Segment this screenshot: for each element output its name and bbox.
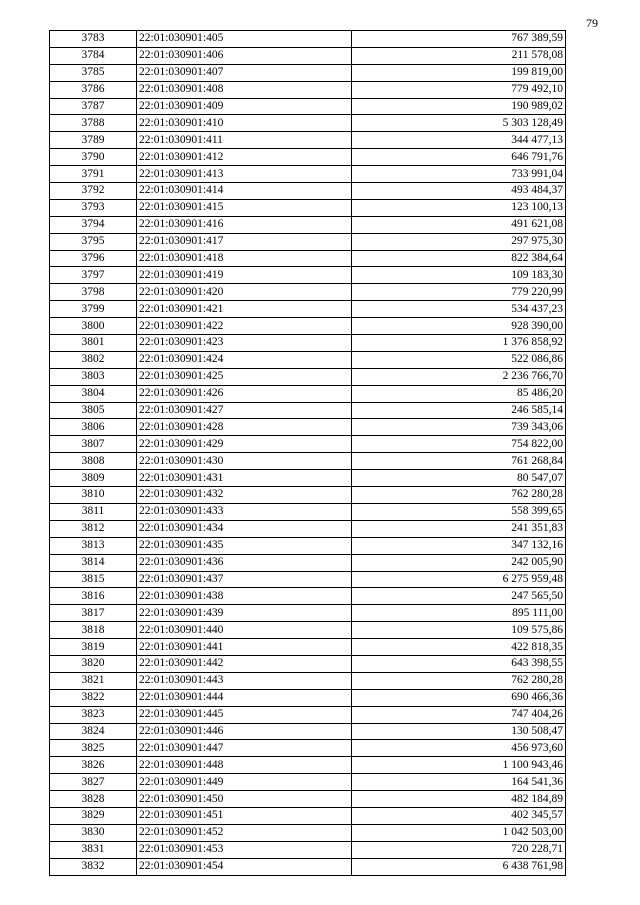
table-row bbox=[50, 605, 566, 622]
row-number-cell: 3813 bbox=[50, 537, 137, 554]
cadastral-number-cell: 22:01:030901:449 bbox=[137, 774, 352, 791]
row-number-cell: 3806 bbox=[50, 419, 137, 436]
row-number-cell: 3790 bbox=[50, 149, 137, 166]
cadastral-number-cell: 22:01:030901:434 bbox=[137, 520, 352, 537]
table-row bbox=[50, 554, 566, 571]
cadastral-number-cell: 22:01:030901:442 bbox=[137, 655, 352, 672]
cadastral-value-cell: 895 111,00 bbox=[352, 605, 566, 622]
row-number-cell: 3799 bbox=[50, 301, 137, 318]
row-number-cell: 3794 bbox=[50, 216, 137, 233]
cadastral-number-cell: 22:01:030901:410 bbox=[137, 115, 352, 132]
cadastral-value-cell: 190 989,02 bbox=[352, 98, 566, 115]
cadastral-value-cell: 347 132,16 bbox=[352, 537, 566, 554]
row-number-cell: 3785 bbox=[50, 64, 137, 81]
cadastral-value-cell: 344 477,13 bbox=[352, 132, 566, 149]
cadastral-value-cell: 85 486,20 bbox=[352, 385, 566, 402]
cadastral-number-cell: 22:01:030901:420 bbox=[137, 284, 352, 301]
row-number-cell: 3791 bbox=[50, 166, 137, 183]
table-body bbox=[50, 31, 566, 876]
cadastral-number-cell: 22:01:030901:421 bbox=[137, 301, 352, 318]
table-row bbox=[50, 183, 566, 200]
cadastral-value-cell: 739 343,06 bbox=[352, 419, 566, 436]
cadastral-number-cell: 22:01:030901:441 bbox=[137, 639, 352, 656]
table-row bbox=[50, 807, 566, 824]
table-row bbox=[50, 588, 566, 605]
row-number-cell: 3792 bbox=[50, 183, 137, 200]
cadastral-value-cell: 109 575,86 bbox=[352, 622, 566, 639]
cadastral-value-cell: 754 822,00 bbox=[352, 436, 566, 453]
cadastral-value-cell: 928 390,00 bbox=[352, 318, 566, 335]
table-row bbox=[50, 723, 566, 740]
cadastral-number-cell: 22:01:030901:427 bbox=[137, 402, 352, 419]
cadastral-value-cell: 402 345,57 bbox=[352, 807, 566, 824]
table-row bbox=[50, 740, 566, 757]
cadastral-number-cell: 22:01:030901:413 bbox=[137, 166, 352, 183]
cadastral-number-cell: 22:01:030901:454 bbox=[137, 858, 352, 875]
cadastral-value-cell: 80 547,07 bbox=[352, 470, 566, 487]
table-row bbox=[50, 436, 566, 453]
cadastral-value-cell: 211 578,08 bbox=[352, 47, 566, 64]
cadastral-value-cell: 247 565,50 bbox=[352, 588, 566, 605]
table-row bbox=[50, 706, 566, 723]
table-row bbox=[50, 335, 566, 352]
table-row bbox=[50, 351, 566, 368]
row-number-cell: 3801 bbox=[50, 335, 137, 352]
table-row bbox=[50, 64, 566, 81]
table-row bbox=[50, 470, 566, 487]
cadastral-number-cell: 22:01:030901:417 bbox=[137, 233, 352, 250]
row-number-cell: 3805 bbox=[50, 402, 137, 419]
cadastral-number-cell: 22:01:030901:448 bbox=[137, 757, 352, 774]
cadastral-value-cell: 1 376 858,92 bbox=[352, 335, 566, 352]
table-row bbox=[50, 858, 566, 875]
cadastral-value-cell: 482 184,89 bbox=[352, 791, 566, 808]
row-number-cell: 3825 bbox=[50, 740, 137, 757]
cadastral-number-cell: 22:01:030901:433 bbox=[137, 503, 352, 520]
table-row bbox=[50, 639, 566, 656]
cadastral-number-cell: 22:01:030901:435 bbox=[137, 537, 352, 554]
cadastral-number-cell: 22:01:030901:453 bbox=[137, 841, 352, 858]
cadastral-value-cell: 246 585,14 bbox=[352, 402, 566, 419]
table-row bbox=[50, 453, 566, 470]
cadastral-number-cell: 22:01:030901:451 bbox=[137, 807, 352, 824]
table-row bbox=[50, 115, 566, 132]
table-row bbox=[50, 149, 566, 166]
cadastral-number-cell: 22:01:030901:424 bbox=[137, 351, 352, 368]
row-number-cell: 3818 bbox=[50, 622, 137, 639]
cadastral-number-cell: 22:01:030901:426 bbox=[137, 385, 352, 402]
table-row bbox=[50, 402, 566, 419]
cadastral-value-cell: 747 404,26 bbox=[352, 706, 566, 723]
row-number-cell: 3815 bbox=[50, 571, 137, 588]
table-row bbox=[50, 757, 566, 774]
table-row bbox=[50, 520, 566, 537]
cadastral-value-cell: 1 042 503,00 bbox=[352, 824, 566, 841]
cadastral-number-cell: 22:01:030901:431 bbox=[137, 470, 352, 487]
cadastral-value-cell: 779 492,10 bbox=[352, 81, 566, 98]
row-number-cell: 3824 bbox=[50, 723, 137, 740]
cadastral-value-cell: 534 437,23 bbox=[352, 301, 566, 318]
cadastral-value-cell: 690 466,36 bbox=[352, 689, 566, 706]
table-row bbox=[50, 689, 566, 706]
cadastral-number-cell: 22:01:030901:423 bbox=[137, 335, 352, 352]
table-row bbox=[50, 199, 566, 216]
cadastral-value-cell: 767 389,59 bbox=[352, 31, 566, 48]
cadastral-number-cell: 22:01:030901:438 bbox=[137, 588, 352, 605]
table-row bbox=[50, 267, 566, 284]
table-row bbox=[50, 318, 566, 335]
table-row bbox=[50, 824, 566, 841]
cadastral-value-cell: 491 621,08 bbox=[352, 216, 566, 233]
cadastral-number-cell: 22:01:030901:452 bbox=[137, 824, 352, 841]
row-number-cell: 3832 bbox=[50, 858, 137, 875]
row-number-cell: 3800 bbox=[50, 318, 137, 335]
cadastral-number-cell: 22:01:030901:419 bbox=[137, 267, 352, 284]
table-row bbox=[50, 487, 566, 504]
row-number-cell: 3788 bbox=[50, 115, 137, 132]
cadastral-value-cell: 456 973,60 bbox=[352, 740, 566, 757]
table-row bbox=[50, 774, 566, 791]
row-number-cell: 3787 bbox=[50, 98, 137, 115]
cadastral-number-cell: 22:01:030901:440 bbox=[137, 622, 352, 639]
table-row bbox=[50, 841, 566, 858]
cadastral-value-cell: 643 398,55 bbox=[352, 655, 566, 672]
cadastral-number-cell: 22:01:030901:425 bbox=[137, 368, 352, 385]
row-number-cell: 3826 bbox=[50, 757, 137, 774]
row-number-cell: 3804 bbox=[50, 385, 137, 402]
cadastral-value-cell: 199 819,00 bbox=[352, 64, 566, 81]
row-number-cell: 3798 bbox=[50, 284, 137, 301]
cadastral-value-cell: 109 183,30 bbox=[352, 267, 566, 284]
cadastral-value-cell: 5 303 128,49 bbox=[352, 115, 566, 132]
table-row bbox=[50, 419, 566, 436]
cadastral-number-cell: 22:01:030901:415 bbox=[137, 199, 352, 216]
cadastral-number-cell: 22:01:030901:428 bbox=[137, 419, 352, 436]
cadastral-value-cell: 241 351,83 bbox=[352, 520, 566, 537]
table-row bbox=[50, 250, 566, 267]
cadastral-number-cell: 22:01:030901:407 bbox=[137, 64, 352, 81]
table-row bbox=[50, 571, 566, 588]
cadastral-number-cell: 22:01:030901:414 bbox=[137, 183, 352, 200]
row-number-cell: 3810 bbox=[50, 487, 137, 504]
cadastral-number-cell: 22:01:030901:446 bbox=[137, 723, 352, 740]
row-number-cell: 3795 bbox=[50, 233, 137, 250]
row-number-cell: 3809 bbox=[50, 470, 137, 487]
cadastral-value-cell: 779 220,99 bbox=[352, 284, 566, 301]
table-row bbox=[50, 81, 566, 98]
row-number-cell: 3817 bbox=[50, 605, 137, 622]
cadastral-number-cell: 22:01:030901:430 bbox=[137, 453, 352, 470]
table-row bbox=[50, 503, 566, 520]
cadastral-number-cell: 22:01:030901:411 bbox=[137, 132, 352, 149]
table-row bbox=[50, 672, 566, 689]
table-row bbox=[50, 368, 566, 385]
row-number-cell: 3786 bbox=[50, 81, 137, 98]
cadastral-number-cell: 22:01:030901:439 bbox=[137, 605, 352, 622]
cadastral-value-cell: 2 236 766,70 bbox=[352, 368, 566, 385]
cadastral-value-cell: 761 268,84 bbox=[352, 453, 566, 470]
cadastral-value-cell: 646 791,76 bbox=[352, 149, 566, 166]
cadastral-number-cell: 22:01:030901:432 bbox=[137, 487, 352, 504]
table-row bbox=[50, 31, 566, 48]
cadastral-number-cell: 22:01:030901:405 bbox=[137, 31, 352, 48]
row-number-cell: 3784 bbox=[50, 47, 137, 64]
cadastral-value-cell: 164 541,36 bbox=[352, 774, 566, 791]
table-row bbox=[50, 301, 566, 318]
cadastral-number-cell: 22:01:030901:412 bbox=[137, 149, 352, 166]
cadastral-number-cell: 22:01:030901:437 bbox=[137, 571, 352, 588]
row-number-cell: 3783 bbox=[50, 31, 137, 48]
cadastral-value-cell: 822 384,64 bbox=[352, 250, 566, 267]
table-row bbox=[50, 622, 566, 639]
cadastral-number-cell: 22:01:030901:409 bbox=[137, 98, 352, 115]
cadastral-number-cell: 22:01:030901:422 bbox=[137, 318, 352, 335]
row-number-cell: 3830 bbox=[50, 824, 137, 841]
cadastral-number-cell: 22:01:030901:418 bbox=[137, 250, 352, 267]
cadastral-value-cell: 6 275 959,48 bbox=[352, 571, 566, 588]
cadastral-number-cell: 22:01:030901:436 bbox=[137, 554, 352, 571]
table-row bbox=[50, 47, 566, 64]
row-number-cell: 3828 bbox=[50, 791, 137, 808]
table-row bbox=[50, 385, 566, 402]
row-number-cell: 3789 bbox=[50, 132, 137, 149]
row-number-cell: 3814 bbox=[50, 554, 137, 571]
row-number-cell: 3812 bbox=[50, 520, 137, 537]
row-number-cell: 3797 bbox=[50, 267, 137, 284]
row-number-cell: 3803 bbox=[50, 368, 137, 385]
row-number-cell: 3819 bbox=[50, 639, 137, 656]
row-number-cell: 3793 bbox=[50, 199, 137, 216]
cadastral-number-cell: 22:01:030901:444 bbox=[137, 689, 352, 706]
row-number-cell: 3808 bbox=[50, 453, 137, 470]
cadastral-value-cell: 558 399,65 bbox=[352, 503, 566, 520]
table-row bbox=[50, 98, 566, 115]
cadastral-number-cell: 22:01:030901:450 bbox=[137, 791, 352, 808]
cadastral-value-cell: 522 086,86 bbox=[352, 351, 566, 368]
page-number: 79 bbox=[586, 16, 598, 30]
row-number-cell: 3827 bbox=[50, 774, 137, 791]
table-row bbox=[50, 216, 566, 233]
cadastral-value-cell: 297 975,30 bbox=[352, 233, 566, 250]
cadastral-number-cell: 22:01:030901:443 bbox=[137, 672, 352, 689]
cadastral-value-cell: 493 484,37 bbox=[352, 183, 566, 200]
row-number-cell: 3796 bbox=[50, 250, 137, 267]
cadastral-value-cell: 762 280,28 bbox=[352, 672, 566, 689]
cadastral-number-cell: 22:01:030901:445 bbox=[137, 706, 352, 723]
cadastral-value-cell: 6 438 761,98 bbox=[352, 858, 566, 875]
row-number-cell: 3820 bbox=[50, 655, 137, 672]
table-row bbox=[50, 537, 566, 554]
table-row bbox=[50, 284, 566, 301]
cadastral-value-cell: 733 991,04 bbox=[352, 166, 566, 183]
cadastral-number-cell: 22:01:030901:447 bbox=[137, 740, 352, 757]
row-number-cell: 3829 bbox=[50, 807, 137, 824]
table-row bbox=[50, 166, 566, 183]
cadastral-value-cell: 242 005,90 bbox=[352, 554, 566, 571]
row-number-cell: 3811 bbox=[50, 503, 137, 520]
cadastral-value-cell: 123 100,13 bbox=[352, 199, 566, 216]
cadastral-value-cell: 762 280,28 bbox=[352, 487, 566, 504]
cadastral-value-cell: 1 100 943,46 bbox=[352, 757, 566, 774]
row-number-cell: 3802 bbox=[50, 351, 137, 368]
table-row bbox=[50, 132, 566, 149]
cadastral-number-cell: 22:01:030901:406 bbox=[137, 47, 352, 64]
row-number-cell: 3822 bbox=[50, 689, 137, 706]
row-number-cell: 3816 bbox=[50, 588, 137, 605]
row-number-cell: 3823 bbox=[50, 706, 137, 723]
cadastral-number-cell: 22:01:030901:408 bbox=[137, 81, 352, 98]
table-row bbox=[50, 233, 566, 250]
row-number-cell: 3831 bbox=[50, 841, 137, 858]
cadastral-value-cell: 130 508,47 bbox=[352, 723, 566, 740]
row-number-cell: 3807 bbox=[50, 436, 137, 453]
cadastral-number-cell: 22:01:030901:429 bbox=[137, 436, 352, 453]
cadastral-value-cell: 422 818,35 bbox=[352, 639, 566, 656]
row-number-cell: 3821 bbox=[50, 672, 137, 689]
table-row bbox=[50, 791, 566, 808]
cadastral-value-cell: 720 228,71 bbox=[352, 841, 566, 858]
cadastral-value-table bbox=[49, 30, 566, 876]
cadastral-number-cell: 22:01:030901:416 bbox=[137, 216, 352, 233]
table-row bbox=[50, 655, 566, 672]
